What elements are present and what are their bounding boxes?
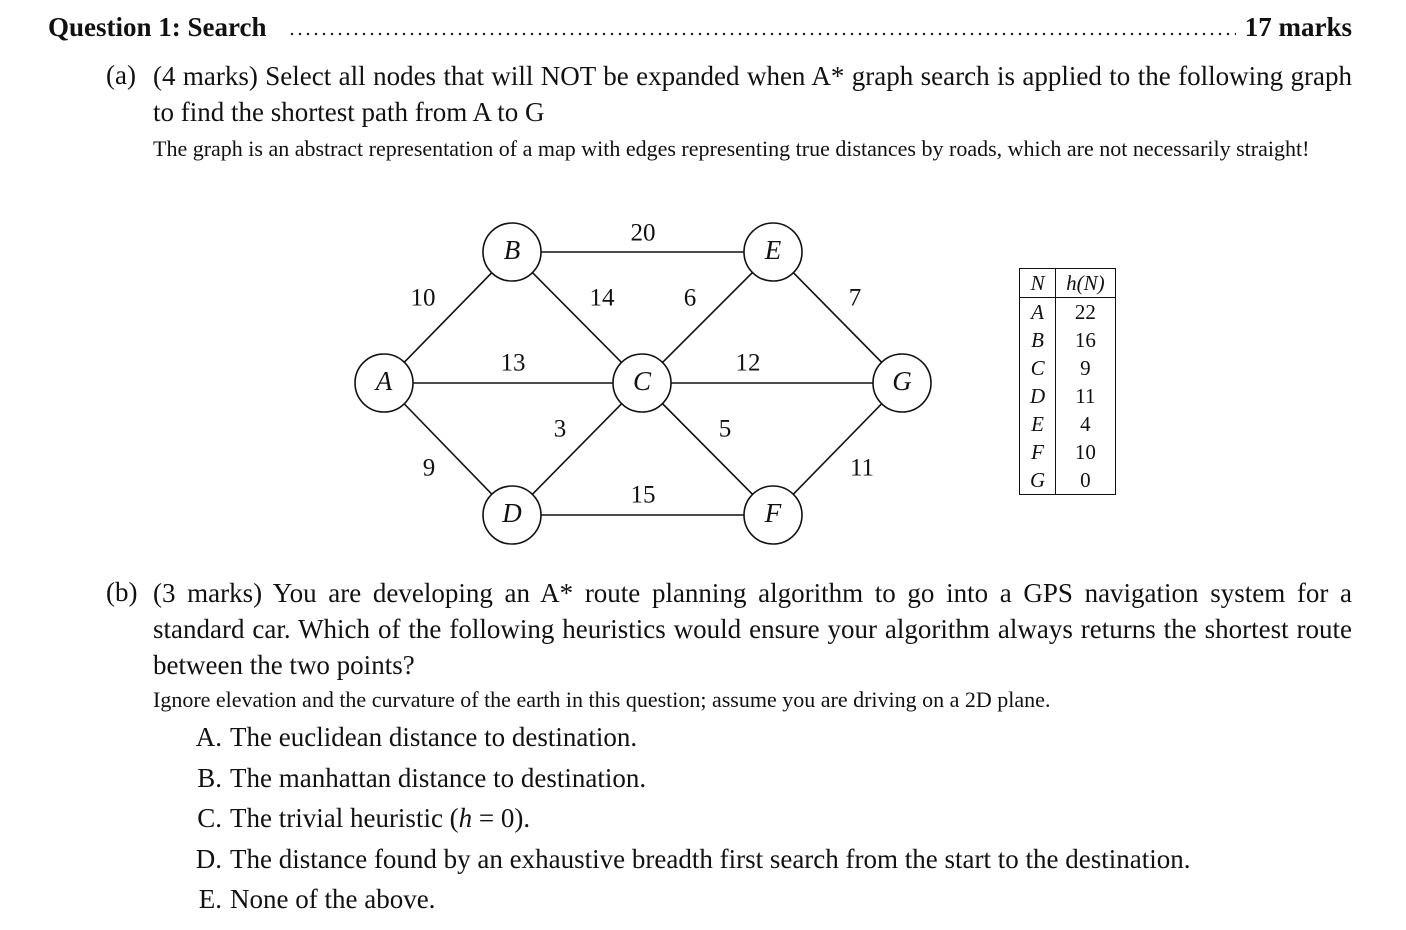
table-cell-node: E [1020,410,1056,438]
question-header [48,8,1352,48]
node-label-e: E [764,235,782,266]
part-a-label: (a) [106,60,136,90]
table-header-node: N [1020,269,1056,298]
table-cell-h: 4 [1080,411,1091,436]
table-cell-node: B [1020,326,1056,354]
edge-weight-e-g: 7 [848,284,862,312]
edge-weight-c-d: 3 [553,415,567,443]
option-c: C. The trivial heuristic (h = 0). [197,803,531,833]
option-e: E. None of the above. [198,884,436,914]
table-cell-node: D [1020,382,1056,410]
edge-weight-c-f: 5 [718,415,732,443]
dot-leader [288,32,1236,36]
option-b: B. The manhattan distance to destination. [197,763,647,793]
option-a: A. The euclidean distance to destination. [195,722,638,752]
part-b-text: (3 marks) You are developing an A* route planning algorithm to go into a GPS navigation system for a standard car. Which of the following heuristics would ensure your algorithm always returns the shortest route between the two points? [153,578,1352,680]
table-cell-node: G [1020,466,1056,495]
node-label-b: B [503,235,521,266]
edge-weight-b-c: 14 [589,284,615,312]
table-row [1020,326,1116,354]
table-header-h: h(N) [1056,269,1116,298]
table-cell-node: C [1020,354,1056,382]
table-cell-h: 11 [1075,383,1096,408]
table-row [1020,466,1116,495]
edge-weight-f-g: 11 [849,454,875,482]
edge-weight-d-f: 15 [630,481,656,509]
table-cell-h: 22 [1074,299,1096,324]
table-row [1020,410,1116,438]
question-marks: 17 marks [1244,12,1352,42]
option-d: D. The distance found by an exhaustive breadth first search from the start to the destination. [195,844,1191,874]
table-row [1020,382,1116,410]
part-a-text: (4 marks) Select all nodes that will NOT be expanded when A* graph search is applied to the following graph to find the shortest path from A to G [153,61,1352,127]
edge-weight-b-e: 20 [630,219,656,247]
table-row [1020,438,1116,466]
table-cell-h: 10 [1074,439,1096,464]
edge-weight-a-c: 13 [500,349,526,377]
table-row [1020,354,1116,382]
edge-weight-a-d: 9 [422,454,436,482]
question-title: Question 1: Search [48,12,267,42]
table-row [1020,298,1116,327]
heuristic-table [1019,268,1116,495]
node-label-g: G [892,366,912,397]
node-label-f: F [764,498,782,529]
table-cell-node: F [1020,438,1056,466]
edge-weight-c-e: 6 [683,284,697,312]
table-cell-h: 9 [1080,355,1091,380]
search-graph [340,205,960,555]
edge-weight-c-g: 12 [735,349,761,377]
table-cell-h: 16 [1074,327,1096,352]
edge-weight-a-b: 10 [410,284,436,312]
node-label-c: C [632,366,652,397]
part-b-label: (b) [106,577,138,607]
table-cell-node: A [1020,298,1056,327]
node-label-a: A [375,366,393,397]
table-cell-h: 0 [1080,467,1091,492]
part-a-note: The graph is an abstract representation of a map with edges representing true distances by roads, which are not necessarily straight! [153,136,1310,161]
node-label-d: D [502,498,522,529]
part-b-note: Ignore elevation and the curvature of the earth in this question; assume you are driving on a 2D plane. [153,687,1051,712]
